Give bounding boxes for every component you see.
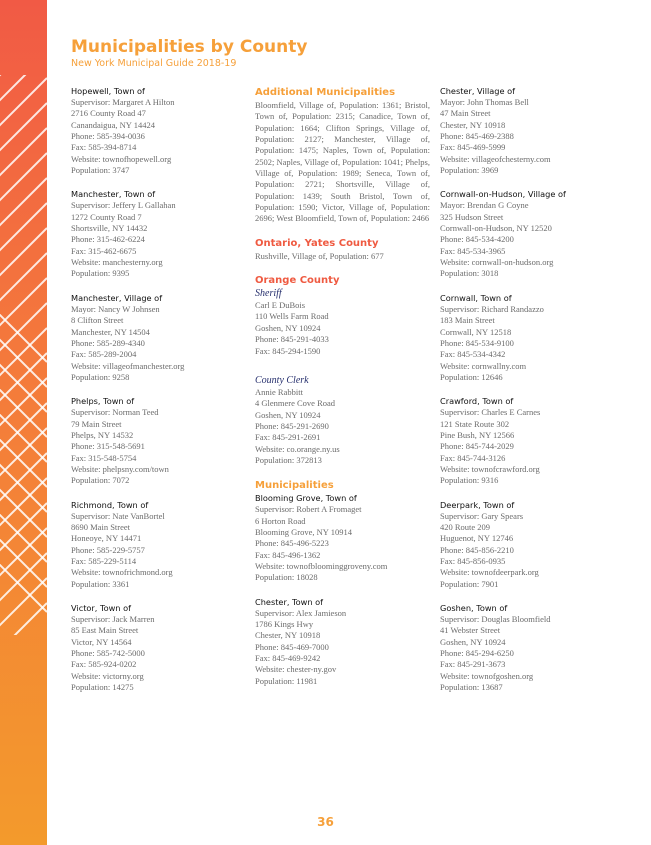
municipality-name: Cornwall, Town of (440, 292, 512, 303)
municipality-detail-line: 6 Horton Road (255, 515, 306, 526)
municipality-detail-line: Mayor: Nancy W Johnsen (71, 303, 160, 314)
detail-line: 4 Glenmere Cove Road (255, 398, 336, 409)
municipality-detail-line: Manchester, NY 14504 (71, 326, 150, 337)
column-3 (440, 86, 620, 706)
municipality-detail-line: Supervisor: Richard Randazzo (440, 303, 544, 314)
municipality-detail-line: Website: townofgoshen.org (440, 670, 534, 681)
municipality-entry (440, 603, 620, 693)
detail-line: Website: co.orange.ny.us (255, 443, 340, 454)
municipality-detail-line: Fax: 585-229-5114 (71, 556, 137, 566)
municipality-detail-line: Phone: 845-294-6250 (440, 648, 514, 659)
municipality-entry (440, 86, 620, 176)
municipality-detail-line: Phone: 845-744-2029 (440, 441, 514, 452)
municipality-entry (71, 500, 247, 590)
municipality-detail-line: Blooming Grove, NY 10914 (255, 526, 352, 537)
municipality-detail-line: Cornwall-on-Hudson, NY 12520 (440, 223, 552, 234)
municipality-detail-line: Honeoye, NY 14471 (71, 533, 142, 544)
municipality-detail-line: Canandaigua, NY 14424 (71, 119, 155, 130)
sheriff-label: Sheriff (255, 288, 282, 300)
detail-line: Carl E DuBois (255, 300, 306, 311)
municipality-detail-line: Fax: 845-469-5999 (440, 142, 506, 153)
municipality-name: Crawford, Town of (440, 396, 514, 407)
county-clerk-lines (255, 387, 430, 466)
detail-line: Population: 372813 (255, 454, 322, 465)
lattice-pattern (0, 75, 47, 635)
municipality-detail-line: Website: victorny.org (71, 670, 144, 681)
detail-line: Fax: 845-294-1590 (255, 345, 321, 356)
municipality-name: Richmond, Town of (71, 499, 149, 510)
municipality-detail-line: Population: 3969 (440, 165, 499, 176)
municipality-detail-line: Chester, NY 10918 (440, 119, 506, 130)
municipality-detail-line: Population: 9258 (71, 371, 130, 382)
municipality-detail-line: Phone: 585-742-5000 (71, 648, 145, 659)
municipality-detail-line: 85 East Main Street (71, 625, 139, 636)
municipality-detail-line: Phelps, NY 14532 (71, 429, 134, 440)
municipality-detail-line: Population: 9316 (440, 475, 499, 486)
municipality-detail-line: Website: townofbloominggroveny.com (255, 560, 388, 571)
municipality-detail-line: Supervisor: Alex Jamieson (255, 607, 347, 618)
municipality-detail-line: Website: villageofmanchester.org (71, 360, 185, 371)
municipality-detail-line: 79 Main Street (71, 418, 122, 429)
municipality-detail-line: Pine Bush, NY 12566 (440, 429, 515, 440)
municipality-detail-line: Phone: 585-394-0036 (71, 131, 145, 142)
municipality-detail-line: Fax: 585-289-2004 (71, 349, 137, 360)
municipality-name: Victor, Town of (71, 603, 131, 614)
municipality-detail-line: Population: 13687 (440, 682, 503, 693)
detail-line: Phone: 845-291-2690 (255, 420, 329, 431)
municipality-detail-line: Phone: 845-534-4200 (440, 234, 514, 245)
municipality-detail-line: Phone: 845-469-2388 (440, 131, 514, 142)
municipality-detail-line: Population: 3361 (71, 578, 130, 589)
sheriff-entry (255, 288, 430, 357)
municipality-detail-line: Phone: 845-534-9100 (440, 337, 514, 348)
municipality-name: Goshen, Town of (440, 603, 508, 614)
municipalities-heading: Municipalities (255, 480, 334, 492)
municipality-name: Chester, Town of (255, 596, 324, 607)
municipality-entry (440, 293, 620, 383)
municipality-detail-line: Website: townofrichmond.org (71, 567, 173, 578)
municipality-detail-line: Shortsville, NY 14432 (71, 223, 148, 234)
county-clerk-entry (255, 375, 430, 466)
municipality-detail-line: Supervisor: Jeffery L Gallahan (71, 200, 176, 211)
municipality-detail-line: Phone: 845-856-2210 (440, 544, 514, 555)
detail-line: Goshen, NY 10924 (255, 409, 321, 420)
municipality-detail-line: Website: cornwall-on-hudson.org (440, 257, 554, 268)
page-number: 36 (317, 815, 334, 829)
ontario-yates-text: Rushville, Village of, Population: 677 (255, 250, 384, 261)
municipality-detail-line: Fax: 845-744-3126 (440, 452, 506, 463)
municipality-detail-line: Phone: 845-496-5223 (255, 538, 329, 549)
municipality-detail-line: 1786 Kings Hwy (255, 619, 314, 629)
municipality-detail-line: Website: townofdeerpark.org (440, 567, 539, 578)
municipality-detail-line: Supervisor: Margaret A Hilton (71, 97, 175, 107)
municipality-detail-line: Mayor: John Thomas Bell (440, 97, 529, 107)
municipality-detail-line: Fax: 845-856-0935 (440, 556, 506, 566)
municipality-name: Hopewell, Town of (71, 86, 145, 96)
municipality-entry (255, 597, 430, 687)
municipality-entry (71, 396, 247, 486)
municipality-detail-line: Population: 11981 (255, 675, 318, 686)
municipality-detail-line: Website: chester-ny.gov (255, 664, 337, 675)
municipality-detail-line: Phone: 845-469-7000 (255, 641, 329, 652)
sheriff-lines (255, 300, 430, 357)
municipality-detail-line: Population: 9395 (71, 268, 130, 279)
municipality-detail-line: Website: manchesterny.org (71, 257, 163, 268)
municipality-detail-line: Phone: 315-462-6224 (71, 234, 145, 245)
municipality-detail-line: Fax: 845-534-4342 (440, 349, 506, 360)
municipality-entry (440, 396, 620, 486)
municipality-detail-line: 121 State Route 302 (440, 418, 510, 429)
municipality-detail-line: Supervisor: Douglas Bloomfield (440, 614, 551, 625)
orange-municipality-list (255, 493, 430, 687)
municipality-detail-line: Population: 3018 (440, 268, 499, 279)
municipality-detail-line: Phone: 585-289-4340 (71, 337, 145, 348)
additional-municipalities-text: Bloomfield, Village of, Population: 1361; Bristol, Town of, Population: 2315; Canadice, Town of, Population: 1664; Clifton Springs, Village of, Population: 2127; Manchester, Village of, Population: 1475; Naples, Town of, Population: 2502; Naples, Village of, Population: 1041; Phelps, Village of, Population: 1989; Seneca, Town of, Population: 2721; Shortsville, Village of, Population: 1439; South Bristol, Town of, Population: 1590; Victor, Village of, Population: 2696; West Bloomfield, Town of, Population: 2466 (255, 100, 430, 224)
municipality-detail-line: Fax: 845-534-3965 (440, 245, 506, 256)
orange-county-heading: Orange County (255, 275, 340, 287)
municipality-detail-line: Fax: 585-924-0202 (71, 659, 137, 670)
municipality-entry (71, 189, 247, 279)
municipality-detail-line: 41 Webster Street (440, 625, 501, 636)
municipality-detail-line: Population: 7072 (71, 475, 130, 486)
municipality-detail-line: Fax: 315-548-5754 (71, 452, 137, 463)
municipality-detail-line: Cornwall, NY 12518 (440, 326, 512, 337)
municipality-detail-line: Mayor: Brendan G Coyne (440, 200, 529, 211)
column-2 (255, 86, 430, 700)
municipality-detail-line: Huguenot, NY 12746 (440, 533, 514, 544)
municipality-detail-line: Fax: 845-496-1362 (255, 549, 321, 560)
detail-line: Phone: 845-291-4033 (255, 334, 329, 345)
municipality-detail-line: Chester, NY 10918 (255, 630, 321, 641)
municipality-detail-line: Fax: 845-291-3673 (440, 659, 506, 670)
municipality-detail-line: 8690 Main Street (71, 521, 131, 532)
municipality-detail-line: Goshen, NY 10924 (440, 636, 506, 647)
ontario-yates-heading: Ontario, Yates County (255, 237, 379, 249)
municipality-detail-line: Population: 3747 (71, 165, 130, 176)
municipality-detail-line: Fax: 845-469-9242 (255, 653, 321, 664)
municipality-detail-line: Supervisor: Jack Marren (71, 614, 155, 625)
municipality-entry (440, 189, 620, 279)
municipality-detail-line: Website: townofhopewell.org (71, 153, 172, 164)
municipality-detail-line: Fax: 315-462-6675 (71, 245, 137, 256)
municipality-detail-line: 8 Clifton Street (71, 315, 124, 326)
municipality-detail-line: Website: townofcrawford.org (440, 463, 540, 474)
municipality-detail-line: Website: cornwallny.com (440, 360, 527, 371)
page-title: Municipalities by County (71, 37, 308, 57)
municipality-name: Cornwall-on-Hudson, Village of (440, 189, 566, 200)
municipality-detail-line: Supervisor: Nate VanBortel (71, 510, 165, 521)
detail-line: Goshen, NY 10924 (255, 322, 321, 333)
municipality-detail-line: 183 Main Street (440, 315, 495, 326)
municipality-detail-line: Website: villageofchesterny.com (440, 153, 551, 164)
municipality-name: Manchester, Town of (71, 189, 156, 200)
county-clerk-label: County Clerk (255, 374, 309, 386)
municipality-detail-line: Website: phelpsny.com/town (71, 463, 169, 474)
municipality-entry (255, 493, 430, 583)
additional-municipalities-heading: Additional Municipalities (255, 87, 396, 98)
municipality-entry (440, 500, 620, 590)
municipality-name: Deerpark, Town of (440, 499, 515, 510)
municipality-detail-line: Phone: 585-229-5757 (71, 544, 145, 555)
detail-line: 110 Wells Farm Road (255, 311, 329, 322)
municipality-detail-line: Population: 7901 (440, 578, 499, 589)
municipality-detail-line: Supervisor: Robert A Fromaget (255, 504, 362, 515)
detail-line: Fax: 845-291-2691 (255, 432, 321, 443)
municipality-name: Manchester, Village of (71, 292, 163, 303)
page-subtitle: New York Municipal Guide 2018-19 (71, 58, 237, 69)
municipality-detail-line: Supervisor: Gary Spears (440, 510, 524, 521)
municipality-detail-line: Supervisor: Norman Teed (71, 407, 159, 418)
page-header (71, 37, 307, 70)
decorative-sidebar (0, 0, 47, 845)
municipality-detail-line: Victor, NY 14564 (71, 636, 132, 647)
municipality-detail-line: 47 Main Street (440, 108, 491, 119)
municipality-detail-line: Population: 18028 (255, 572, 318, 583)
column-1 (71, 86, 247, 706)
municipality-detail-line: Population: 12646 (440, 371, 503, 382)
municipality-name: Phelps, Town of (71, 396, 135, 407)
municipality-name: Blooming Grove, Town of (255, 493, 357, 504)
municipality-detail-line: 1272 County Road 7 (71, 211, 142, 222)
municipality-entry (71, 86, 247, 176)
municipality-detail-line: 325 Hudson Street (440, 211, 504, 222)
detail-line: Annie Rabbitt (255, 386, 303, 397)
municipality-entry (71, 293, 247, 383)
municipality-detail-line: Population: 14275 (71, 682, 134, 693)
municipality-entry (71, 603, 247, 693)
municipality-detail-line: Fax: 585-394-8714 (71, 142, 137, 153)
municipality-detail-line: 420 Route 209 (440, 521, 491, 532)
municipality-name: Chester, Village of (440, 86, 516, 96)
municipality-detail-line: 2716 County Road 47 (71, 108, 146, 119)
municipality-detail-line: Supervisor: Charles E Carnes (440, 407, 541, 418)
municipality-detail-line: Phone: 315-548-5691 (71, 441, 145, 452)
